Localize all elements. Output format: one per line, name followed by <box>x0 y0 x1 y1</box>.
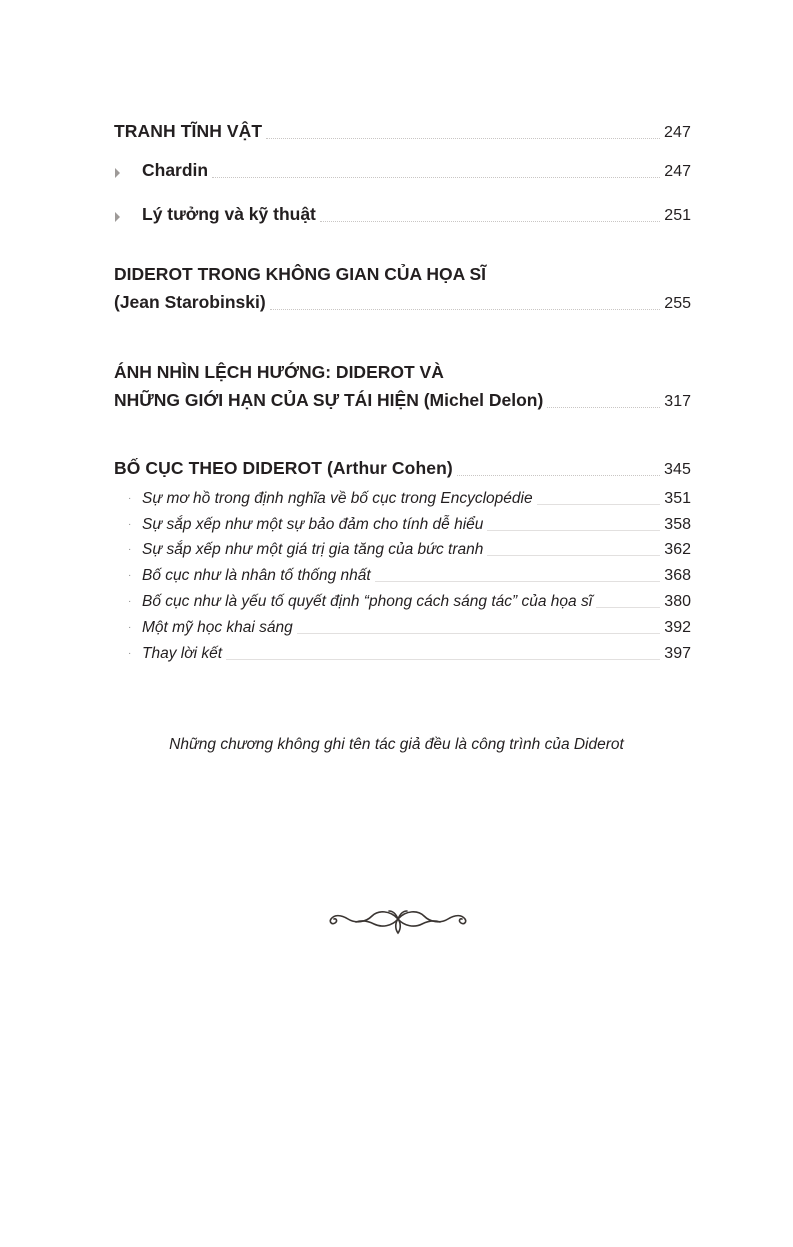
triangle-bullet-icon <box>114 212 142 225</box>
toc-subitem[interactable] <box>128 516 691 534</box>
bullet-dot-icon: · <box>128 648 132 659</box>
toc-entry-title: TRANH TĨNH VẬT <box>114 121 263 141</box>
toc-subitem[interactable] <box>128 567 691 585</box>
toc-page-number: 380 <box>664 593 691 610</box>
dot-leader <box>457 474 660 476</box>
toc-entry-title-cont: NHỮNG GIỚI HẠN CỦA SỰ TÁI HIỆN (Michel Delon) <box>114 390 544 410</box>
toc-subitem[interactable] <box>128 541 691 559</box>
toc-subitem-title: Thay lời kết <box>142 645 223 662</box>
toc-page-number: 392 <box>664 619 691 636</box>
toc-page-number: 251 <box>664 207 691 224</box>
toc-page-number: 247 <box>664 124 691 141</box>
toc-entry-deviated-gaze[interactable] <box>114 362 691 411</box>
leader-line <box>226 658 660 660</box>
authorship-note: Những chương không ghi tên tác giả đều là công trình của Diderot <box>169 736 624 753</box>
toc-subitem[interactable] <box>128 645 691 663</box>
leader-line <box>596 606 660 608</box>
leader-line <box>297 632 661 634</box>
bullet-dot-icon: · <box>128 544 132 555</box>
toc-subitem[interactable] <box>128 619 691 637</box>
toc-page-number: 397 <box>664 645 691 662</box>
dot-leader <box>320 220 660 222</box>
toc-entry-author: (Jean Starobinski) <box>114 292 266 312</box>
toc-subitem-title: Sự mơ hồ trong định nghĩa về bố cục trong Encyclopédie <box>142 490 533 507</box>
bullet-dot-icon: · <box>128 519 132 530</box>
toc-entry-title: BỐ CỤC THEO DIDEROT (Arthur Cohen) <box>114 458 453 478</box>
leader-line <box>487 554 660 556</box>
toc-page-number: 255 <box>664 295 691 312</box>
flourish-ornament-icon <box>326 902 470 936</box>
toc-entry-title: Lý tưởng và kỹ thuật <box>142 204 316 224</box>
bullet-dot-icon: · <box>128 493 132 504</box>
dot-leader <box>266 137 660 139</box>
toc-entry-title: Chardin <box>142 160 209 180</box>
toc-subitem[interactable] <box>128 490 691 508</box>
toc-subitem-title: Sự sắp xếp như một sự bảo đảm cho tính dễ hiểu <box>142 516 484 533</box>
toc-page-number: 345 <box>664 461 691 478</box>
leader-line <box>487 529 660 531</box>
toc-entry-chardin[interactable] <box>114 160 691 181</box>
toc-page-number: 368 <box>664 567 691 584</box>
toc-page-number: 351 <box>664 490 691 507</box>
toc-subitem-title: Bố cục như là nhân tố thống nhất <box>142 567 371 584</box>
dot-leader <box>270 308 661 310</box>
toc-page-number: 358 <box>664 516 691 533</box>
toc-page-number: 362 <box>664 541 691 558</box>
toc-entry-ideal[interactable] <box>114 204 691 225</box>
toc-subitem[interactable] <box>128 593 691 611</box>
dot-leader <box>212 176 660 178</box>
toc-entry-painter-space[interactable] <box>114 264 691 313</box>
triangle-bullet-icon <box>114 168 142 181</box>
toc-entry-composition[interactable] <box>114 458 691 479</box>
bullet-dot-icon: · <box>128 596 132 607</box>
leader-line <box>375 580 661 582</box>
toc-page-number: 317 <box>664 393 691 410</box>
dot-leader <box>547 406 660 408</box>
bullet-dot-icon: · <box>128 622 132 633</box>
toc-entry-title: ÁNH NHÌN LỆCH HƯỚNG: DIDEROT VÀ <box>114 362 444 382</box>
toc-subitem-title: Một mỹ học khai sáng <box>142 619 293 636</box>
toc-subitem-title: Bố cục như là yếu tố quyết định “phong cách sáng tác” của họa sĩ <box>142 593 593 610</box>
toc-subitem-title: Sự sắp xếp như một giá trị gia tăng của bức tranh <box>142 541 484 558</box>
toc-entry-title: DIDEROT TRONG KHÔNG GIAN CỦA HỌA SĨ <box>114 264 487 284</box>
bullet-dot-icon: · <box>128 570 132 581</box>
leader-line <box>537 503 661 505</box>
toc-page-number: 247 <box>664 163 691 180</box>
toc-entry-still-life[interactable] <box>114 121 691 142</box>
